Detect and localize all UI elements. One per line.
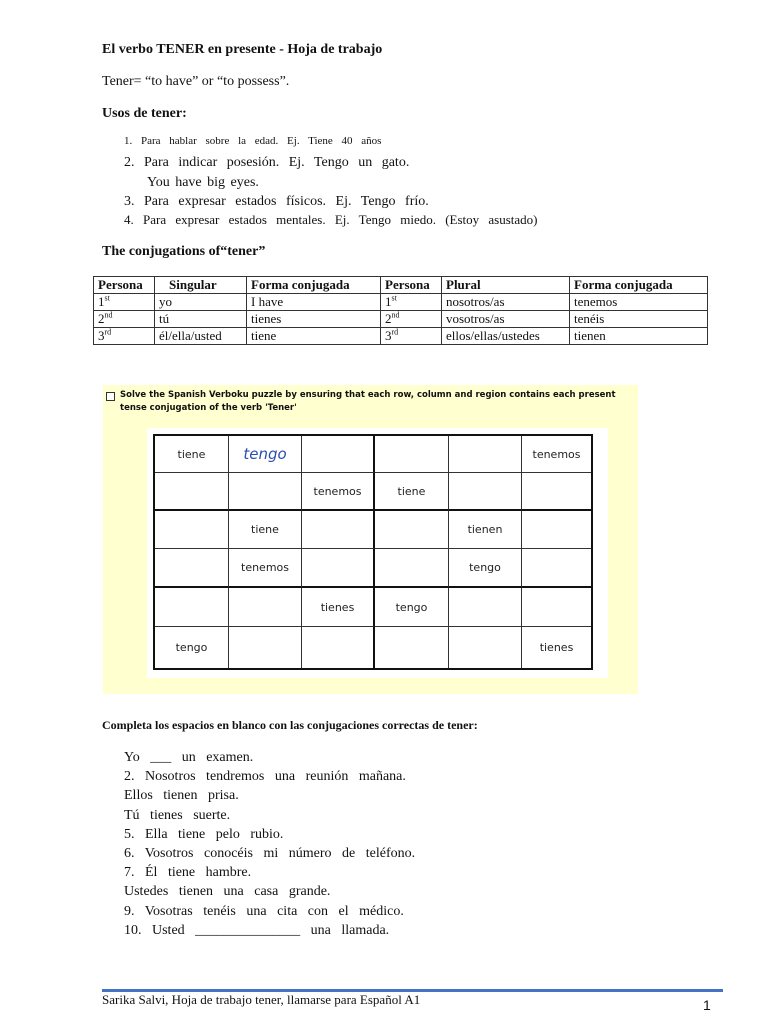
table-cell: ellos/ellas/ustedes — [442, 328, 570, 345]
exercise-line: 10. Usted _______________ una llamada. — [124, 922, 390, 938]
header-cell: Plural — [442, 277, 570, 294]
exercise-heading: Completa los espacios en blanco con las conjugaciones correctas de tener: — [102, 718, 478, 732]
verboku-cell[interactable] — [449, 473, 522, 511]
verboku-cell[interactable]: tiene — [229, 511, 302, 549]
footer-text: Sarika Salvi, Hoja de trabajo tener, llamarse para Español A1 — [102, 992, 421, 1007]
usos-heading: Usos de tener: — [102, 106, 187, 121]
exercise-line: Ellos tienen prisa. — [124, 788, 239, 804]
verboku-cell[interactable] — [229, 588, 302, 627]
exercise-line: 2. Nosotros tendremos una reunión mañana. — [124, 769, 406, 785]
verboku-cell[interactable] — [155, 549, 229, 588]
usos-item: You have big eyes. — [147, 175, 259, 190]
verboku-cell[interactable] — [449, 627, 522, 668]
conjugations-heading: The conjugations of“tener” — [102, 244, 266, 259]
table-cell: tú — [155, 311, 247, 328]
usos-item: 2. Para indicar posesión. Ej. Tengo un gato. — [124, 155, 410, 170]
header-cell: Forma conjugada — [570, 277, 708, 294]
table-cell: yo — [155, 294, 247, 311]
verboku-cell[interactable] — [302, 511, 375, 549]
definition-text: Tener= “to have” or “to possess”. — [102, 74, 290, 89]
verboku-cell[interactable] — [449, 588, 522, 627]
verboku-cell[interactable]: tenemos — [229, 549, 302, 588]
table-header-row — [94, 277, 708, 294]
verboku-cell[interactable] — [155, 588, 229, 627]
verboku-cell[interactable]: tengo — [375, 588, 449, 627]
verboku-cell[interactable] — [155, 511, 229, 549]
verboku-cell[interactable]: tengo — [449, 549, 522, 588]
exercise-line: 5. Ella tiene pelo rubio. — [124, 826, 284, 842]
header-cell: Persona — [94, 277, 155, 294]
verboku-cell[interactable]: tiene — [375, 473, 449, 511]
verboku-cell[interactable]: tenemos — [302, 473, 375, 511]
verboku-cell[interactable] — [375, 511, 449, 549]
verboku-cell[interactable] — [522, 549, 591, 588]
table-cell: vosotros/as — [442, 311, 570, 328]
verboku-cell[interactable] — [522, 588, 591, 627]
exercise-line: 7. Él tiene hambre. — [124, 865, 252, 881]
table-cell: él/ella/usted — [155, 328, 247, 345]
verboku-cell[interactable] — [375, 436, 449, 473]
checkbox-icon — [106, 392, 115, 401]
table-cell: 2nd — [94, 311, 155, 328]
document-title: El verbo TENER en presente - Hoja de trabajo — [102, 42, 383, 57]
table-cell: tienen — [570, 328, 708, 345]
verboku-grid-wrapper — [147, 428, 608, 678]
verboku-cell[interactable] — [522, 473, 591, 511]
table-row — [94, 311, 708, 328]
usos-item: 4. Para expresar estados mentales. Ej. Tengo miedo. (Estoy asustado) — [124, 212, 538, 227]
puzzle-instruction: Solve the Spanish Verboku puzzle by ensuring that each row, column and region contains each present tense conjugation of the verb 'Tener' — [120, 390, 616, 413]
verboku-cell[interactable] — [229, 627, 302, 668]
verboku-cell[interactable]: tienen — [449, 511, 522, 549]
exercise-line: 6. Vosotros conocéis mi número de teléfono. — [124, 846, 416, 861]
conjugation-table — [93, 276, 708, 345]
verboku-cell[interactable] — [229, 473, 302, 511]
verboku-cell[interactable]: tiene — [155, 436, 229, 473]
verboku-cell[interactable] — [302, 436, 375, 473]
verboku-cell[interactable] — [155, 473, 229, 511]
table-cell: tienes — [247, 311, 381, 328]
table-row — [94, 328, 708, 345]
exercise-line: 9. Vosotras tenéis una cita con el médico. — [124, 903, 404, 919]
verboku-cell[interactable]: tenemos — [522, 436, 591, 473]
usos-item: 3. Para expresar estados físicos. Ej. Tengo frío. — [124, 194, 429, 209]
verboku-grid — [153, 434, 593, 670]
verboku-cell[interactable] — [302, 549, 375, 588]
verboku-cell[interactable] — [302, 627, 375, 668]
table-cell: nosotros/as — [442, 294, 570, 311]
usos-item: 1. Para hablar sobre la edad. Ej. Tiene 40 años — [124, 135, 382, 147]
verboku-cell[interactable] — [375, 549, 449, 588]
verboku-cell[interactable]: tengo — [229, 436, 302, 473]
table-cell: 2nd — [381, 311, 442, 328]
table-cell: 1st — [94, 294, 155, 311]
header-cell: Persona — [381, 277, 442, 294]
table-cell: I have — [247, 294, 381, 311]
exercise-line: Ustedes tienen una casa grande. — [124, 884, 331, 900]
table-row — [94, 294, 708, 311]
table-cell: tenemos — [570, 294, 708, 311]
verboku-panel — [103, 385, 638, 694]
table-cell: 3rd — [381, 328, 442, 345]
verboku-cell[interactable]: tienes — [539, 641, 574, 654]
verboku-cell[interactable] — [522, 511, 591, 549]
header-cell: Singular — [155, 277, 247, 294]
verboku-cell[interactable] — [375, 627, 449, 668]
table-cell: 3rd — [94, 328, 155, 345]
header-cell: Forma conjugada — [247, 277, 381, 294]
exercise-line: Yo ___ un examen. — [124, 750, 254, 765]
table-cell: tiene — [247, 328, 381, 345]
exercise-line: Tú tienes suerte. — [124, 807, 231, 823]
page-number: 1 — [703, 997, 711, 1013]
table-cell: tenéis — [570, 311, 708, 328]
verboku-cell[interactable]: tienes — [302, 588, 375, 627]
verboku-cell[interactable]: tengo — [155, 627, 229, 668]
verboku-cell[interactable] — [449, 436, 522, 473]
table-cell: 1st — [381, 294, 442, 311]
